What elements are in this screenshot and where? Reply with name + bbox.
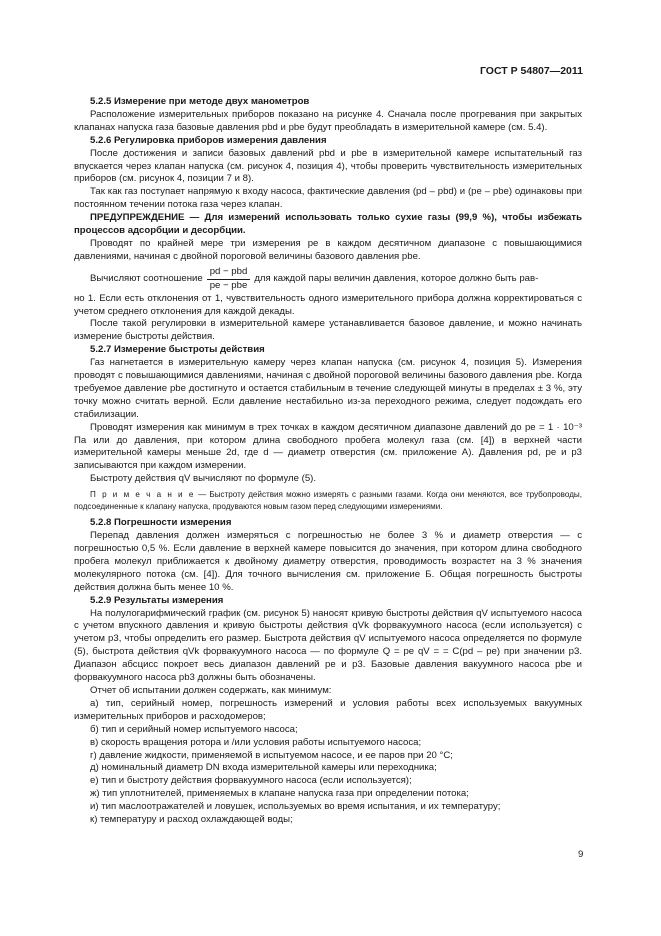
paragraph: После такой регулировки в измерительной камере устанавливается базовое давление, и можно начинать измерение быстроты действия.: [74, 318, 582, 343]
ratio-formula-line: [90, 266, 582, 293]
note: [74, 489, 582, 513]
section-heading-5-2-7: 5.2.7 Измерение быстроты действия: [90, 344, 265, 356]
note-label: П р и м е ч а н и е: [90, 490, 195, 500]
list-item: к) температуру и расход охлаждающей воды;: [90, 814, 293, 826]
note-text: — Быстроту действия можно измерять с разными газами. Когда они меняются, все трубопроводы, подсоединенные к клапану напуска, продуваются новым газом перед следующими измерениями.: [74, 490, 582, 512]
paragraph: После достижения и записи базовых давлений pbd и pbe в измерительной камере испытательный газ впускается через клапан напуска (см. рисунок 4, позиция 4), чтобы проверить чувствительность измерительных приборов (см. рисунок 4, позиции 7 и 8).: [74, 147, 582, 185]
ratio-text-after: для каждой пары величин давления, которое должно быть рав-: [254, 272, 539, 284]
list-item: и) тип маслоотражателей и ловушек, используемых во время испытания, и их температуру;: [90, 801, 501, 813]
document-header: ГОСТ Р 54807—2011: [479, 65, 583, 77]
ratio-fraction: [207, 266, 251, 293]
section-heading-5-2-8: 5.2.8 Погрешности измерения: [90, 517, 232, 529]
page-number: 9: [578, 849, 584, 860]
report-items-list: [74, 698, 582, 827]
list-item: б) тип и серийный номер испытуемого насоса;: [90, 723, 298, 735]
section-heading-5-2-5: 5.2.5 Измерение при методе двух манометров: [90, 96, 310, 107]
paragraph: Газ нагнетается в измерительную камеру через клапан напуска (см. рисунок 4, позиция 5). Измерения проводят с повышающимися давлениями, начиная с двойной пороговой величины базового давления pbe. Когда требуемое давление pbe достигнуто и остается стабильным в течение следующей минуты в пределах ± 3 %, эту точку можно считать верной. Если давление нестабильно из-за переходного режима, следует подождать его стабилизации.: [74, 357, 582, 420]
list-item: е) тип и быстроту действия форвакуумного насоса (если используется);: [90, 775, 412, 787]
paragraph: Проводят по крайней мере три измерения pe в каждом десятичном диапазоне с повышающимися давлениями, начиная с двойной пороговой величины базового давления pbe.: [74, 237, 582, 262]
list-item: ж) тип уплотнителей, применяемых в клапане напуска газа при определении потока;: [90, 788, 469, 800]
section-heading-5-2-9: 5.2.9 Результаты измерения: [90, 594, 224, 606]
list-item: в) скорость вращения ротора и /или условия работы испытуемого насоса;: [90, 736, 422, 748]
list-item: г) давление жидкости, применяемой в испытуемом насосе, и ее паров при 20 °С;: [90, 749, 453, 761]
page-content: [74, 96, 582, 827]
paragraph: Перепад давления должен измеряться с погрешностью не более 3 % и диаметр отверстия — с погрешностью 0,5 %. Если давление в верхней камере повысится до значения, при котором длина свободного пробега молекул приближается к двойному диаметру отверстия, проводимость возрастет на 3 % значения молекулярного потока (см. [4]). Для точного вычисления см. приложение Б. Общая погрешность быстроты действия должна быть менее 10 %.: [74, 530, 582, 593]
paragraph: Проводят измерения как минимум в трех точках в каждом десятичном диапазоне давлений до pe = 1 · 10⁻³ Па или до давления, при котором длина свободного пробега молекул газа (см. [4]) в верхней части измерительной камеры меньше 2d, где d — диаметр отверстия (см. приложение А). Давления pd, pe и p3 записываются при каждом измерении.: [74, 421, 582, 472]
paragraph: Быстроту действия qV вычисляют по формуле (5).: [90, 473, 317, 485]
list-item: а) тип, серийный номер, погрешность измерений и условия работы всех используемых вакуумных измерительных приборов и расходомеров;: [74, 697, 582, 722]
section-heading-5-2-6: 5.2.6 Регулировка приборов измерения давления: [90, 134, 327, 146]
paragraph: Расположение измерительных приборов показано на рисунке 4. Сначала после прогревания при закрытых клапанах напуска газа базовые давления pbd и pbe будут преобладать в измерительной камере (см. 5.4).: [74, 108, 582, 133]
paragraph: Так как газ поступает напрямую к входу насоса, фактические давления (pd – pbd) и (pe – pbe) одинаковы при постоянном течении потока газа через клапан.: [74, 186, 582, 211]
ratio-text-before: Вычисляют соотношение: [90, 272, 203, 284]
warning-text: ПРЕДУПРЕЖДЕНИЕ — Для измерений использовать только сухие газы (99,9 %), чтобы избежать процессов адсорбции и десорбции.: [74, 212, 582, 237]
list-item: д) номинальный диаметр DN входа измерительной камеры или переходника;: [90, 762, 437, 774]
ratio-denominator: pe − pbe: [209, 279, 248, 291]
paragraph: На полулогарифмический график (см. рисунок 5) наносят кривую быстроты действия qV испытуемого насоса с учетом впускного давления и кривую быстроты действия qVk форвакуумного насоса (если используется) с учетом p3, чтобы определить его размер. Быстрота действия qV испытуемого насоса определяется по формуле (5), быстрота действия qVk форвакуумного насоса — по формуле Q = pe qV = = C(pd – pe) при значении p3. Диапазон абсцисс покроет весь диапазон давлений pe и p3. Базовые давления вакуумного насоса pbe и форвакуумного насоса pb3 должны быть обозначены.: [74, 607, 582, 684]
ratio-numerator: pd − pbd: [207, 266, 251, 280]
paragraph: Отчет об испытании должен содержать, как минимум:: [90, 684, 332, 696]
paragraph: но 1. Если есть отклонения от 1, чувствительность одного измерительного прибора должна корректироваться с учетом среднего отклонения для каждой декады.: [74, 292, 582, 317]
